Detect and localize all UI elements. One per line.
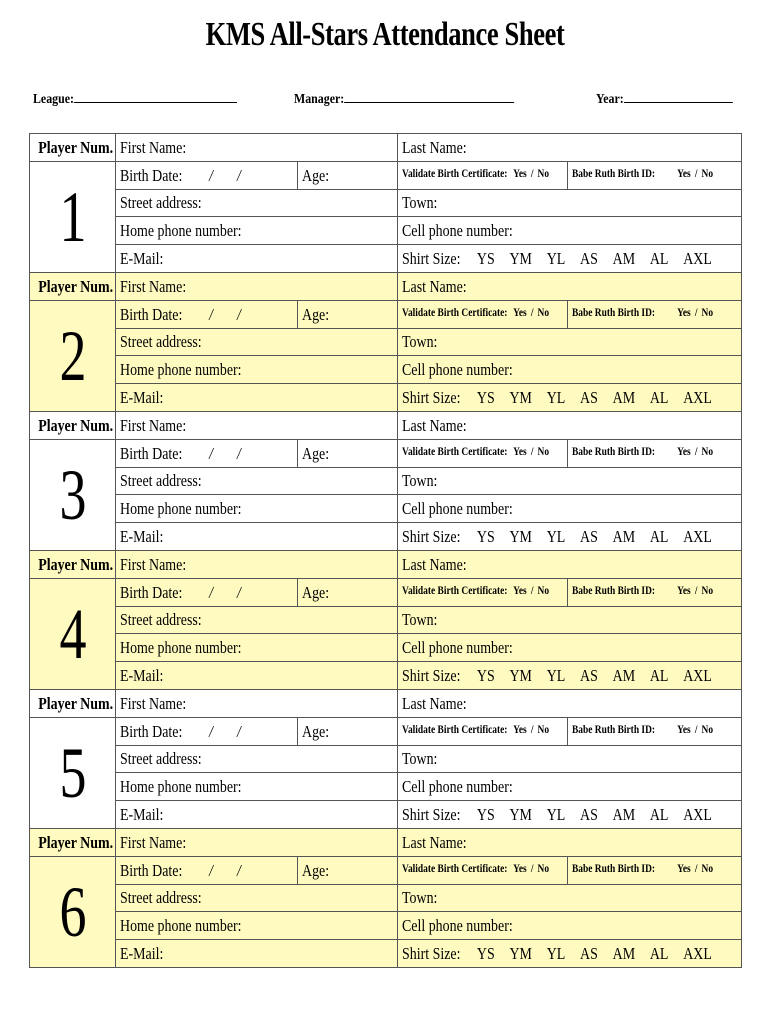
player-block-1-address-row [30,189,742,217]
babe-ruth-no-option[interactable]: No [701,168,714,181]
home-phone-field[interactable] [116,217,398,245]
player-number-value: 1 [59,176,86,257]
age-field[interactable] [298,439,398,467]
player-block-6-birth-row [30,856,742,884]
player-number [30,856,116,967]
town-field[interactable] [398,467,742,495]
email-label: E-Mail: [120,388,164,408]
shirt-size-option-ym[interactable]: YM [509,666,532,686]
year-field[interactable] [596,88,733,108]
birth-date-field[interactable] [116,161,298,189]
first-name-field[interactable] [116,550,398,578]
babe-ruth-no-option[interactable]: No [701,863,714,876]
yes-no-separator: / [694,307,698,320]
town-field[interactable] [398,884,742,912]
town-label: Town: [402,610,438,630]
cell-phone-label: Cell phone number: [402,221,513,241]
home-phone-field[interactable] [116,912,398,940]
manager-label: Manager: [294,92,345,107]
shirt-size-option-al[interactable]: AL [649,944,669,963]
babe-ruth-no-option[interactable]: No [701,724,714,737]
street-address-field[interactable] [116,745,398,773]
first-name-label: First Name: [120,832,187,852]
cell-phone-field[interactable] [398,356,742,384]
shirt-size-option-al[interactable]: AL [649,527,669,547]
birth-date-field[interactable] [116,856,298,884]
street-address-label: Street address: [120,749,202,769]
last-name-field[interactable] [398,550,742,578]
date-separator: / [209,304,213,324]
town-label: Town: [402,332,438,352]
street-address-field[interactable] [116,328,398,356]
shirt-size-option-axl[interactable]: AXL [683,249,712,269]
shirt-size-option-ys[interactable]: YS [476,666,495,686]
player-block-1-birth-row [30,161,742,189]
age-field[interactable] [298,856,398,884]
player-block-5-email-row [30,801,742,829]
birth-date-field[interactable] [116,439,298,467]
birth-date-field[interactable] [116,300,298,328]
shirt-size-option-as[interactable]: AS [580,388,598,408]
email-field[interactable] [116,801,398,829]
player-num-label: Player Num. [38,137,114,157]
shirt-size-option-as[interactable]: AS [580,805,598,825]
shirt-size-option-ym[interactable]: YM [509,527,532,547]
first-name-field[interactable] [116,689,398,717]
date-separator: / [236,721,241,741]
player-block-4-phone-row [30,634,742,662]
player-number-value: 3 [59,454,86,535]
last-name-label: Last Name: [402,276,467,296]
shirt-size-label: Shirt Size: [402,249,461,269]
player-number-value: 5 [59,732,86,813]
town-label: Town: [402,471,438,491]
player-num-label: Player Num. [38,832,114,852]
birth-date-field[interactable] [116,578,298,606]
babe-ruth-label: Babe Ruth Birth ID: [572,724,656,737]
validate-label: Validate Birth Certificate: [402,585,508,598]
street-address-label: Street address: [120,888,202,908]
babe-ruth-birth-id[interactable] [568,856,742,884]
player-num-label-cell [30,272,116,300]
validate-yes-option[interactable]: Yes [513,863,527,876]
age-field[interactable] [298,300,398,328]
player-block-2-header-row [30,272,742,300]
league-field[interactable] [33,88,237,108]
birth-date-label: Birth Date: [120,860,183,880]
player-block-4-address-row [30,606,742,634]
manager-field[interactable] [294,88,514,108]
email-field[interactable] [116,662,398,690]
home-phone-label: Home phone number: [120,499,242,519]
babe-ruth-label: Babe Ruth Birth ID: [572,863,656,876]
shirt-size-option-ys[interactable]: YS [476,527,495,547]
email-label: E-Mail: [120,805,164,825]
shirt-size-option-as[interactable]: AS [580,527,598,547]
age-label: Age: [302,721,330,741]
babe-ruth-birth-id[interactable] [568,439,742,467]
player-num-label-cell [30,828,116,856]
street-address-label: Street address: [120,193,202,213]
shirt-size-label: Shirt Size: [402,666,461,686]
shirt-size-option-as[interactable]: AS [580,944,598,963]
yes-no-separator: / [694,168,698,181]
player-number-value: 2 [59,315,86,396]
home-phone-label: Home phone number: [120,777,242,797]
babe-ruth-yes-option[interactable]: Yes [677,446,691,459]
player-number [30,717,116,828]
player-num-label: Player Num. [38,415,114,435]
player-num-label: Player Num. [38,554,114,574]
manager-blank[interactable] [344,88,514,103]
shirt-size-option-yl[interactable]: YL [546,944,566,963]
shirt-size-option-al[interactable]: AL [649,805,669,825]
player-block-6-address-row [30,884,742,912]
player-number [30,161,116,272]
email-field[interactable] [116,940,398,968]
shirt-size-option-ym[interactable]: YM [509,805,532,825]
babe-ruth-label: Babe Ruth Birth ID: [572,168,656,181]
first-name-label: First Name: [120,137,187,157]
last-name-field[interactable] [398,689,742,717]
shirt-size-option-am[interactable]: AM [612,249,636,269]
cell-phone-field[interactable] [398,495,742,523]
yes-no-separator: / [694,724,698,737]
home-phone-label: Home phone number: [120,360,242,380]
player-number [30,300,116,411]
home-phone-field[interactable] [116,356,398,384]
player-num-label-cell [30,134,116,162]
cell-phone-label: Cell phone number: [402,777,513,797]
attendance-table [29,133,742,968]
validate-label: Validate Birth Certificate: [402,863,508,876]
date-separator: / [236,443,241,463]
home-phone-field[interactable] [116,773,398,801]
player-block-1-header-row [30,134,742,162]
last-name-field[interactable] [398,828,742,856]
validate-birth-certificate[interactable] [398,717,568,745]
email-label: E-Mail: [120,944,164,963]
date-separator: / [236,860,241,880]
age-label: Age: [302,860,330,880]
town-field[interactable] [398,328,742,356]
player-block-1-phone-row [30,217,742,245]
last-name-label: Last Name: [402,554,467,574]
yes-no-separator: / [530,307,534,320]
player-number-value: 4 [59,593,86,674]
player-block-3-address-row [30,467,742,495]
shirt-size-option-ym[interactable]: YM [509,249,532,269]
date-separator: / [236,165,241,185]
cell-phone-label: Cell phone number: [402,499,513,519]
validate-no-option[interactable]: No [537,307,550,320]
shirt-size-option-as[interactable]: AS [580,666,598,686]
validate-yes-option[interactable]: Yes [513,168,527,181]
shirt-size-option-axl[interactable]: AXL [683,527,712,547]
first-name-field[interactable] [116,828,398,856]
shirt-size-option-yl[interactable]: YL [546,805,566,825]
date-separator: / [209,860,213,880]
email-label: E-Mail: [120,527,164,547]
player-number-value: 6 [59,871,86,952]
babe-ruth-birth-id[interactable] [568,300,742,328]
player-block-5-phone-row [30,773,742,801]
babe-ruth-label: Babe Ruth Birth ID: [572,585,656,598]
babe-ruth-yes-option[interactable]: Yes [677,724,691,737]
validate-no-option[interactable]: No [537,863,550,876]
street-address-field[interactable] [116,467,398,495]
shirt-size-option-yl[interactable]: YL [546,388,566,408]
first-name-field[interactable] [116,272,398,300]
birth-date-field[interactable] [116,717,298,745]
home-phone-label: Home phone number: [120,916,242,936]
birth-date-label: Birth Date: [120,165,183,185]
first-name-label: First Name: [120,693,187,713]
player-block-6-email-row [30,940,742,968]
shirt-size-label: Shirt Size: [402,527,461,547]
cell-phone-field[interactable] [398,634,742,662]
validate-no-option[interactable]: No [537,446,550,459]
year-label: Year: [596,92,624,107]
page-title: KMS All-Stars Attendance Sheet [205,16,565,53]
validate-label: Validate Birth Certificate: [402,307,508,320]
age-field[interactable] [298,717,398,745]
player-num-label: Player Num. [38,693,114,713]
last-name-field[interactable] [398,411,742,439]
babe-ruth-yes-option[interactable]: Yes [677,863,691,876]
validate-yes-option[interactable]: Yes [513,585,527,598]
validate-no-option[interactable]: No [537,585,550,598]
shirt-size-option-yl[interactable]: YL [546,666,566,686]
yes-no-separator: / [694,446,698,459]
shirt-size-option-ys[interactable]: YS [476,944,495,963]
first-name-field[interactable] [116,134,398,162]
shirt-size-label: Shirt Size: [402,388,461,408]
yes-no-separator: / [530,863,534,876]
town-field[interactable] [398,189,742,217]
shirt-size-option-axl[interactable]: AXL [683,805,712,825]
yes-no-separator: / [530,585,534,598]
street-address-label: Street address: [120,332,202,352]
babe-ruth-no-option[interactable]: No [701,307,714,320]
validate-birth-certificate[interactable] [398,578,568,606]
shirt-size-option-ys[interactable]: YS [476,249,495,269]
date-separator: / [209,721,213,741]
player-block-2-address-row [30,328,742,356]
babe-ruth-label: Babe Ruth Birth ID: [572,307,656,320]
street-address-field[interactable] [116,884,398,912]
home-phone-field[interactable] [116,634,398,662]
yes-no-separator: / [530,168,534,181]
validate-label: Validate Birth Certificate: [402,446,508,459]
email-label: E-Mail: [120,666,164,686]
babe-ruth-no-option[interactable]: No [701,446,714,459]
shirt-size-field[interactable] [398,384,742,412]
validate-label: Validate Birth Certificate: [402,168,508,181]
player-num-label-cell [30,689,116,717]
email-label: E-Mail: [120,249,164,269]
yes-no-separator: / [530,724,534,737]
player-block-5-header-row [30,689,742,717]
babe-ruth-yes-option[interactable]: Yes [677,585,691,598]
email-field[interactable] [116,523,398,551]
player-num-label-cell [30,550,116,578]
shirt-size-field[interactable] [398,801,742,829]
shirt-size-option-as[interactable]: AS [580,249,598,269]
town-field[interactable] [398,606,742,634]
validate-birth-certificate[interactable] [398,856,568,884]
last-name-field[interactable] [398,272,742,300]
player-block-6-phone-row [30,912,742,940]
player-block-5-birth-row [30,717,742,745]
shirt-size-field[interactable] [398,662,742,690]
age-label: Age: [302,304,330,324]
date-separator: / [209,582,213,602]
cell-phone-label: Cell phone number: [402,638,513,658]
shirt-size-option-am[interactable]: AM [612,805,636,825]
birth-date-label: Birth Date: [120,721,183,741]
player-block-4-header-row [30,550,742,578]
cell-phone-field[interactable] [398,217,742,245]
player-block-3-phone-row [30,495,742,523]
shirt-size-option-yl[interactable]: YL [546,527,566,547]
first-name-field[interactable] [116,411,398,439]
shirt-size-option-axl[interactable]: AXL [683,388,712,408]
last-name-label: Last Name: [402,137,467,157]
age-label: Age: [302,443,330,463]
street-address-label: Street address: [120,610,202,630]
babe-ruth-yes-option[interactable]: Yes [677,307,691,320]
first-name-label: First Name: [120,554,187,574]
validate-yes-option[interactable]: Yes [513,307,527,320]
player-number [30,439,116,550]
last-name-label: Last Name: [402,832,467,852]
date-separator: / [236,304,241,324]
shirt-size-option-am[interactable]: AM [612,666,636,686]
age-label: Age: [302,165,330,185]
street-address-field[interactable] [116,606,398,634]
cell-phone-field[interactable] [398,773,742,801]
age-field[interactable] [298,161,398,189]
player-block-5-address-row [30,745,742,773]
date-separator: / [209,443,213,463]
town-label: Town: [402,888,438,908]
league-blank[interactable] [74,88,237,103]
cell-phone-label: Cell phone number: [402,916,513,936]
birth-date-label: Birth Date: [120,443,183,463]
yes-no-separator: / [530,446,534,459]
year-blank[interactable] [624,88,733,103]
email-field[interactable] [116,384,398,412]
shirt-size-option-ym[interactable]: YM [509,944,532,963]
shirt-size-label: Shirt Size: [402,944,461,963]
validate-no-option[interactable]: No [537,724,550,737]
town-label: Town: [402,193,438,213]
shirt-size-field[interactable] [398,523,742,551]
player-block-3-birth-row [30,439,742,467]
shirt-size-option-ys[interactable]: YS [476,388,495,408]
validate-birth-certificate[interactable] [398,300,568,328]
shirt-size-field[interactable] [398,940,742,968]
home-phone-field[interactable] [116,495,398,523]
shirt-size-option-al[interactable]: AL [649,666,669,686]
shirt-size-option-am[interactable]: AM [612,944,636,963]
birth-date-label: Birth Date: [120,582,183,602]
shirt-size-label: Shirt Size: [402,805,461,825]
shirt-size-option-al[interactable]: AL [649,249,669,269]
street-address-label: Street address: [120,471,202,491]
validate-yes-option[interactable]: Yes [513,724,527,737]
shirt-size-option-al[interactable]: AL [649,388,669,408]
shirt-size-option-ys[interactable]: YS [476,805,495,825]
cell-phone-label: Cell phone number: [402,360,513,380]
babe-ruth-birth-id[interactable] [568,717,742,745]
player-num-label: Player Num. [38,276,114,296]
player-block-3-email-row [30,523,742,551]
shirt-size-option-yl[interactable]: YL [546,249,566,269]
player-block-4-birth-row [30,578,742,606]
date-separator: / [209,165,213,185]
cell-phone-field[interactable] [398,912,742,940]
date-separator: / [236,582,241,602]
age-label: Age: [302,582,330,602]
age-field[interactable] [298,578,398,606]
validate-label: Validate Birth Certificate: [402,724,508,737]
validate-birth-certificate[interactable] [398,439,568,467]
validate-birth-certificate[interactable] [398,161,568,189]
babe-ruth-birth-id[interactable] [568,578,742,606]
player-block-2-birth-row [30,300,742,328]
player-block-2-email-row [30,384,742,412]
babe-ruth-birth-id[interactable] [568,161,742,189]
player-block-4-email-row [30,662,742,690]
last-name-label: Last Name: [402,415,467,435]
town-field[interactable] [398,745,742,773]
shirt-size-option-axl[interactable]: AXL [683,666,712,686]
player-number [30,578,116,689]
email-field[interactable] [116,245,398,273]
player-block-6-header-row [30,828,742,856]
yes-no-separator: / [694,863,698,876]
player-block-2-phone-row [30,356,742,384]
last-name-field[interactable] [398,134,742,162]
last-name-label: Last Name: [402,693,467,713]
yes-no-separator: / [694,585,698,598]
shirt-size-option-am[interactable]: AM [612,388,636,408]
league-label: League: [33,92,74,107]
town-label: Town: [402,749,438,769]
player-num-label-cell [30,411,116,439]
babe-ruth-yes-option[interactable]: Yes [677,168,691,181]
home-phone-label: Home phone number: [120,638,242,658]
shirt-size-option-axl[interactable]: AXL [683,944,712,963]
first-name-label: First Name: [120,415,187,435]
babe-ruth-no-option[interactable]: No [701,585,714,598]
player-block-1-email-row [30,245,742,273]
validate-yes-option[interactable]: Yes [513,446,527,459]
player-block-3-header-row [30,411,742,439]
babe-ruth-label: Babe Ruth Birth ID: [572,446,656,459]
first-name-label: First Name: [120,276,187,296]
shirt-size-option-am[interactable]: AM [612,527,636,547]
validate-no-option[interactable]: No [537,168,550,181]
birth-date-label: Birth Date: [120,304,183,324]
shirt-size-option-ym[interactable]: YM [509,388,532,408]
street-address-field[interactable] [116,189,398,217]
shirt-size-field[interactable] [398,245,742,273]
home-phone-label: Home phone number: [120,221,242,241]
